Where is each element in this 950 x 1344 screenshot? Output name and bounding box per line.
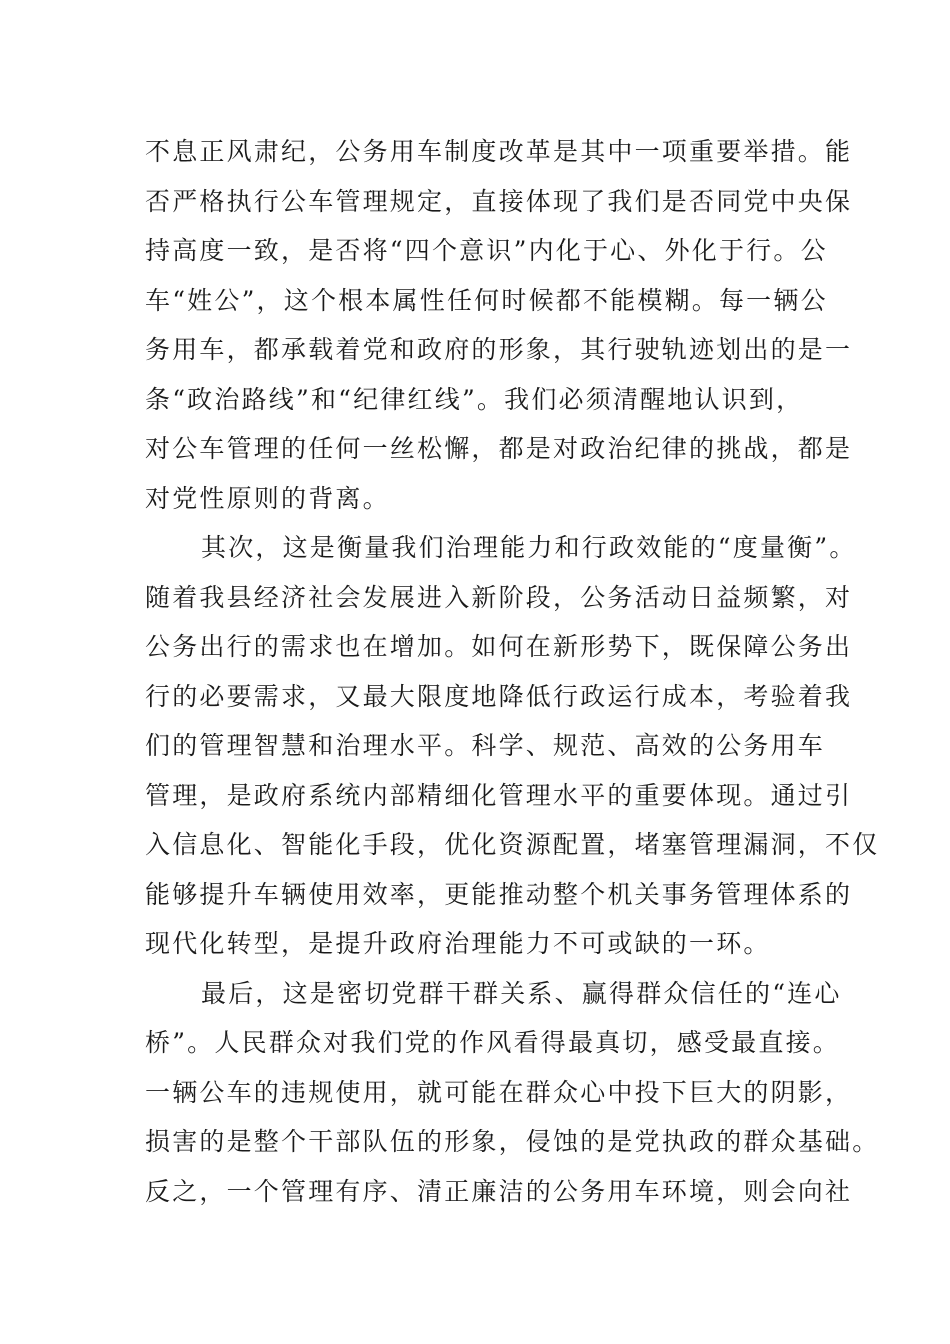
text-line: 们的管理智慧和治理水平。科学、规范、高效的公务用车 [145,731,826,760]
text-line: 车“姓公”，这个根本属性任何时候都不能模糊。每一辆公 [145,285,828,315]
text-line: 不息正风肃纪，公务用车制度改革是其中一项重要举措。能 [145,137,853,166]
body-text [145,127,880,1216]
text-line: 桥”。人民群众对我们党的作风看得最真切，感受最直接。 [145,1028,840,1057]
text-line: 对公车管理的任何一丝松懈，都是对政治纪律的挑战，都是 [145,434,853,463]
text-line: 管理，是政府系统内部精细化管理水平的重要体现。通过引 [145,780,853,810]
text-line: 损害的是整个干部队伍的形象，侵蚀的是党执政的群众基础。 [145,1127,880,1156]
text-line: 随着我县经济社会发展进入新阶段，公务活动日益频繁，对 [145,582,853,612]
text-line: 条“政治路线”和“纪律红线”。我们必须清醒地认识到， [145,384,804,414]
text-line: 现代化转型，是提升政府治理能力不可或缺的一环。 [145,929,771,958]
text-line: 行的必要需求，又最大限度地降低行政运行成本，考验着我 [145,681,853,711]
text-line: 公务出行的需求也在增加。如何在新形势下，既保障公务出 [145,632,853,661]
text-line: 对党性原则的背离。 [145,483,390,513]
paragraph-start-line: 最后，这是密切党群干群关系、赢得群众信任的“连心 [201,978,842,1008]
text-line: 务用车，都承载着党和政府的形象，其行驶轨迹划出的是一 [145,335,853,364]
text-line: 反之，一个管理有序、清正廉洁的公务用车环境，则会向社 [145,1176,853,1206]
text-line: 否严格执行公车管理规定，直接体现了我们是否同党中央保 [145,186,853,216]
text-line: 一辆公车的违规使用，就可能在群众心中投下巨大的阴影， [145,1077,853,1107]
text-line: 入信息化、智能化手段，优化资源配置，堵塞管理漏洞，不仅 [145,830,880,859]
text-line: 持高度一致，是否将“四个意识”内化于心、外化于行。公 [145,236,828,265]
text-line: 能够提升车辆使用效率，更能推动整个机关事务管理体系的 [145,879,853,909]
paragraph-start-line: 其次，这是衡量我们治理能力和行政效能的“度量衡”。 [201,533,857,562]
